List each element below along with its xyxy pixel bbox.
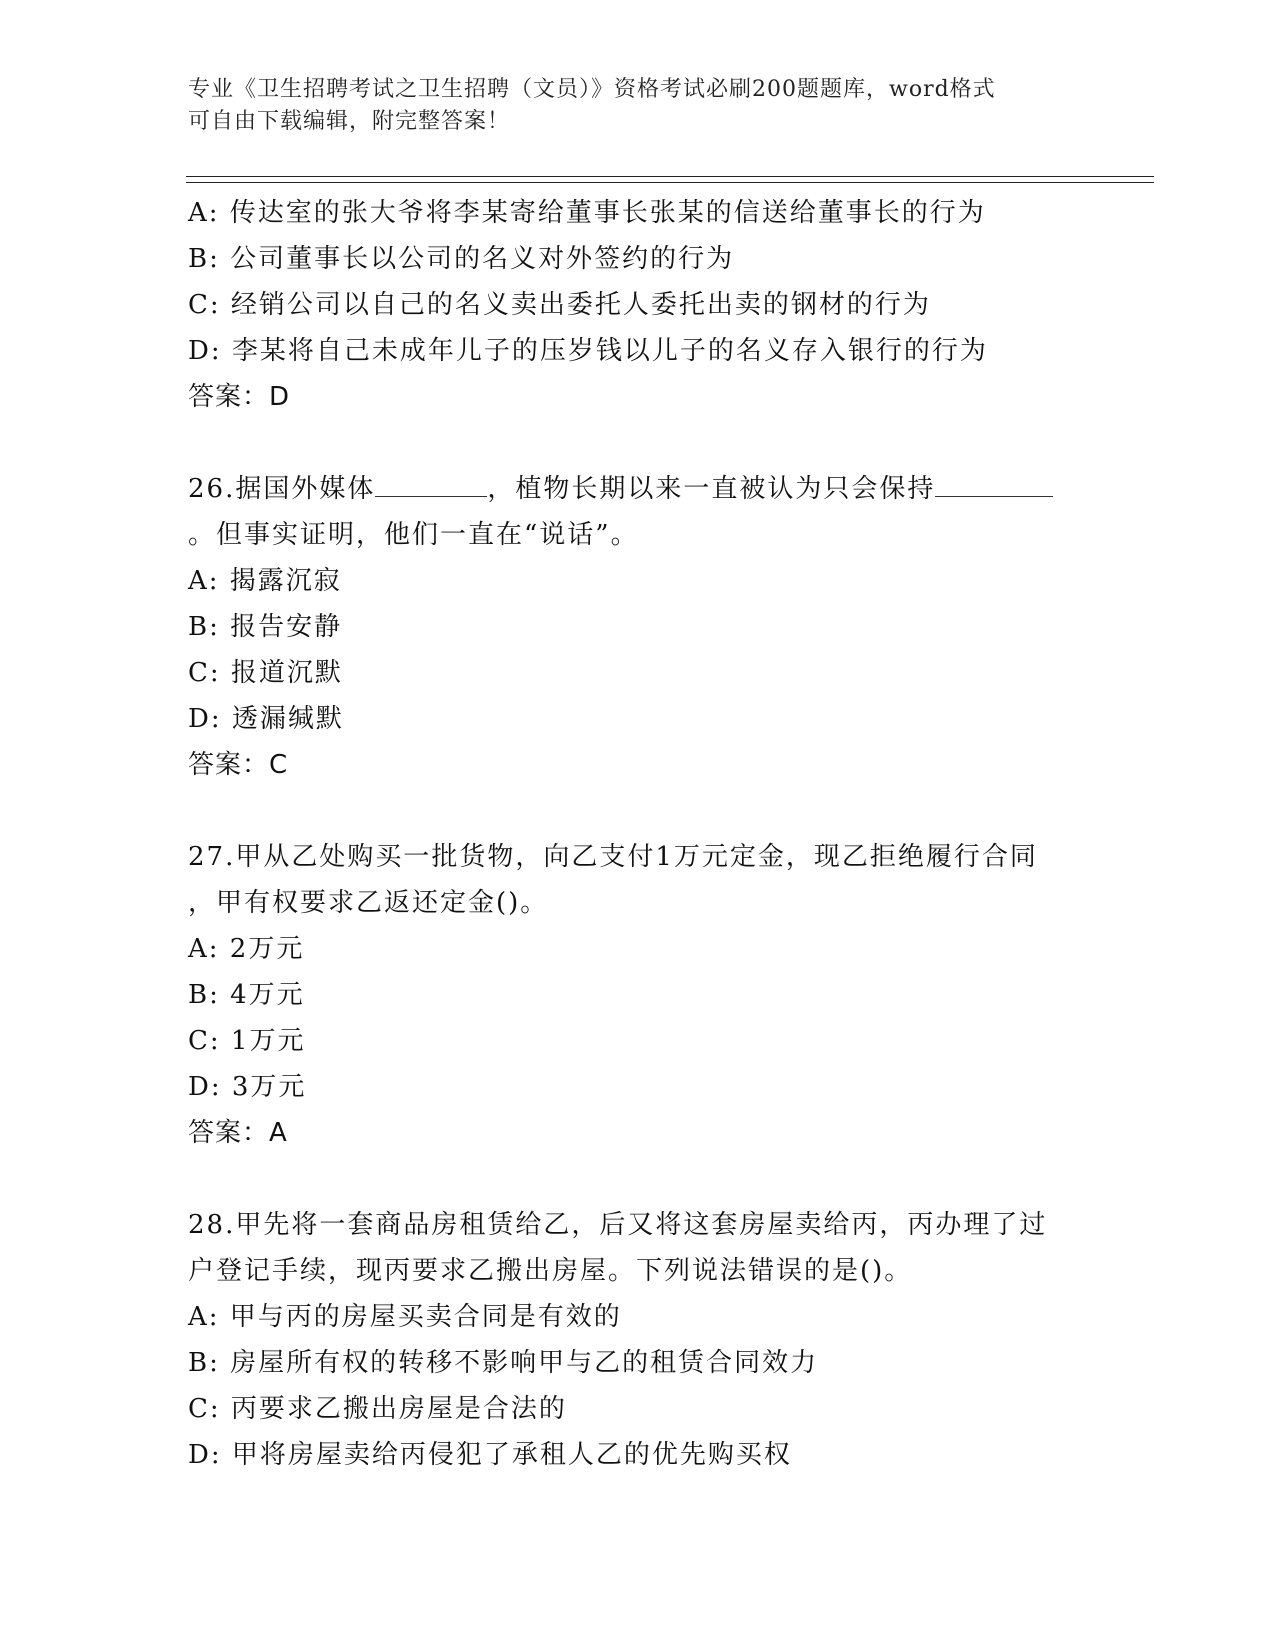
q26-stem-line-2: 。但事实证明，他们一直在“说话”。 [188,520,639,550]
header-line-1: 专业《卫生招聘考试之卫生招聘（文员）》资格考试必刷200题题库，word格式 [188,77,996,102]
q27-option-c: C: 1万元 [188,1026,306,1056]
q27-option-a: A: 2万元 [188,934,305,964]
question-content [188,190,1088,1478]
q26-stem-part-a: 26.据国外媒体 [188,474,376,504]
q26-option-c: C: 报道沉默 [188,658,343,688]
spacer [188,420,1088,466]
q28-stem-line-1: 28.甲先将一套商品房租赁给乙，后又将这套房屋卖给丙，丙办理了过 [188,1210,1048,1240]
question-26 [188,466,1088,788]
q25-option-d: D: 李某将自己未成年儿子的压岁钱以儿子的名义存入银行的行为 [188,336,988,366]
q26-answer: 答案：C [188,750,289,780]
q27-option-b: B: 4万元 [188,980,305,1010]
q26-option-b: B: 报告安静 [188,612,343,642]
q26-stem-part-b: ，植物长期以来一直被认为只会保持 [487,474,936,504]
q25-answer: 答案：D [188,382,291,412]
spacer [188,1156,1088,1202]
q27-stem-line-2: ，甲有权要求乙返还定金()。 [188,888,549,918]
q26-option-a: A: 揭露沉寂 [188,566,342,596]
spacer [188,788,1088,834]
question-28 [188,1202,1088,1478]
q28-option-c: C: 丙要求乙搬出房屋是合法的 [188,1394,567,1424]
header-line-2: 可自由下载编辑，附完整答案！ [188,109,511,134]
q25-option-a: A: 传达室的张大爷将李某寄给董事长张某的信送给董事长的行为 [188,198,986,228]
q27-stem-line-1: 27.甲从乙处购买一批货物，向乙支付1万元定金，现乙拒绝履行合同 [188,842,1038,872]
q25-option-b: B: 公司董事长以公司的名义对外签约的行为 [188,244,735,274]
document-header [188,74,1088,138]
q28-option-a: A: 甲与丙的房屋买卖合同是有效的 [188,1302,622,1332]
q25-option-c: C: 经销公司以自己的名义卖出委托人委托出卖的钢材的行为 [188,290,931,320]
q28-option-b: B: 房屋所有权的转移不影响甲与乙的租赁合同效力 [188,1348,819,1378]
q26-option-d: D: 透漏缄默 [188,704,344,734]
question-27 [188,834,1088,1156]
fill-blank-2 [935,472,1053,497]
q27-option-d: D: 3万元 [188,1072,307,1102]
q28-stem-line-2: 户登记手续，现丙要求乙搬出房屋。下列说法错误的是()。 [188,1256,913,1286]
q27-answer: 答案：A [188,1118,288,1148]
q26-stem-line-1 [188,466,1088,512]
question-25 [188,190,1088,420]
q28-option-d: D: 甲将房屋卖给丙侵犯了承租人乙的优先购买权 [188,1440,792,1470]
fill-blank-1 [375,472,487,497]
header-double-rule [186,176,1154,183]
